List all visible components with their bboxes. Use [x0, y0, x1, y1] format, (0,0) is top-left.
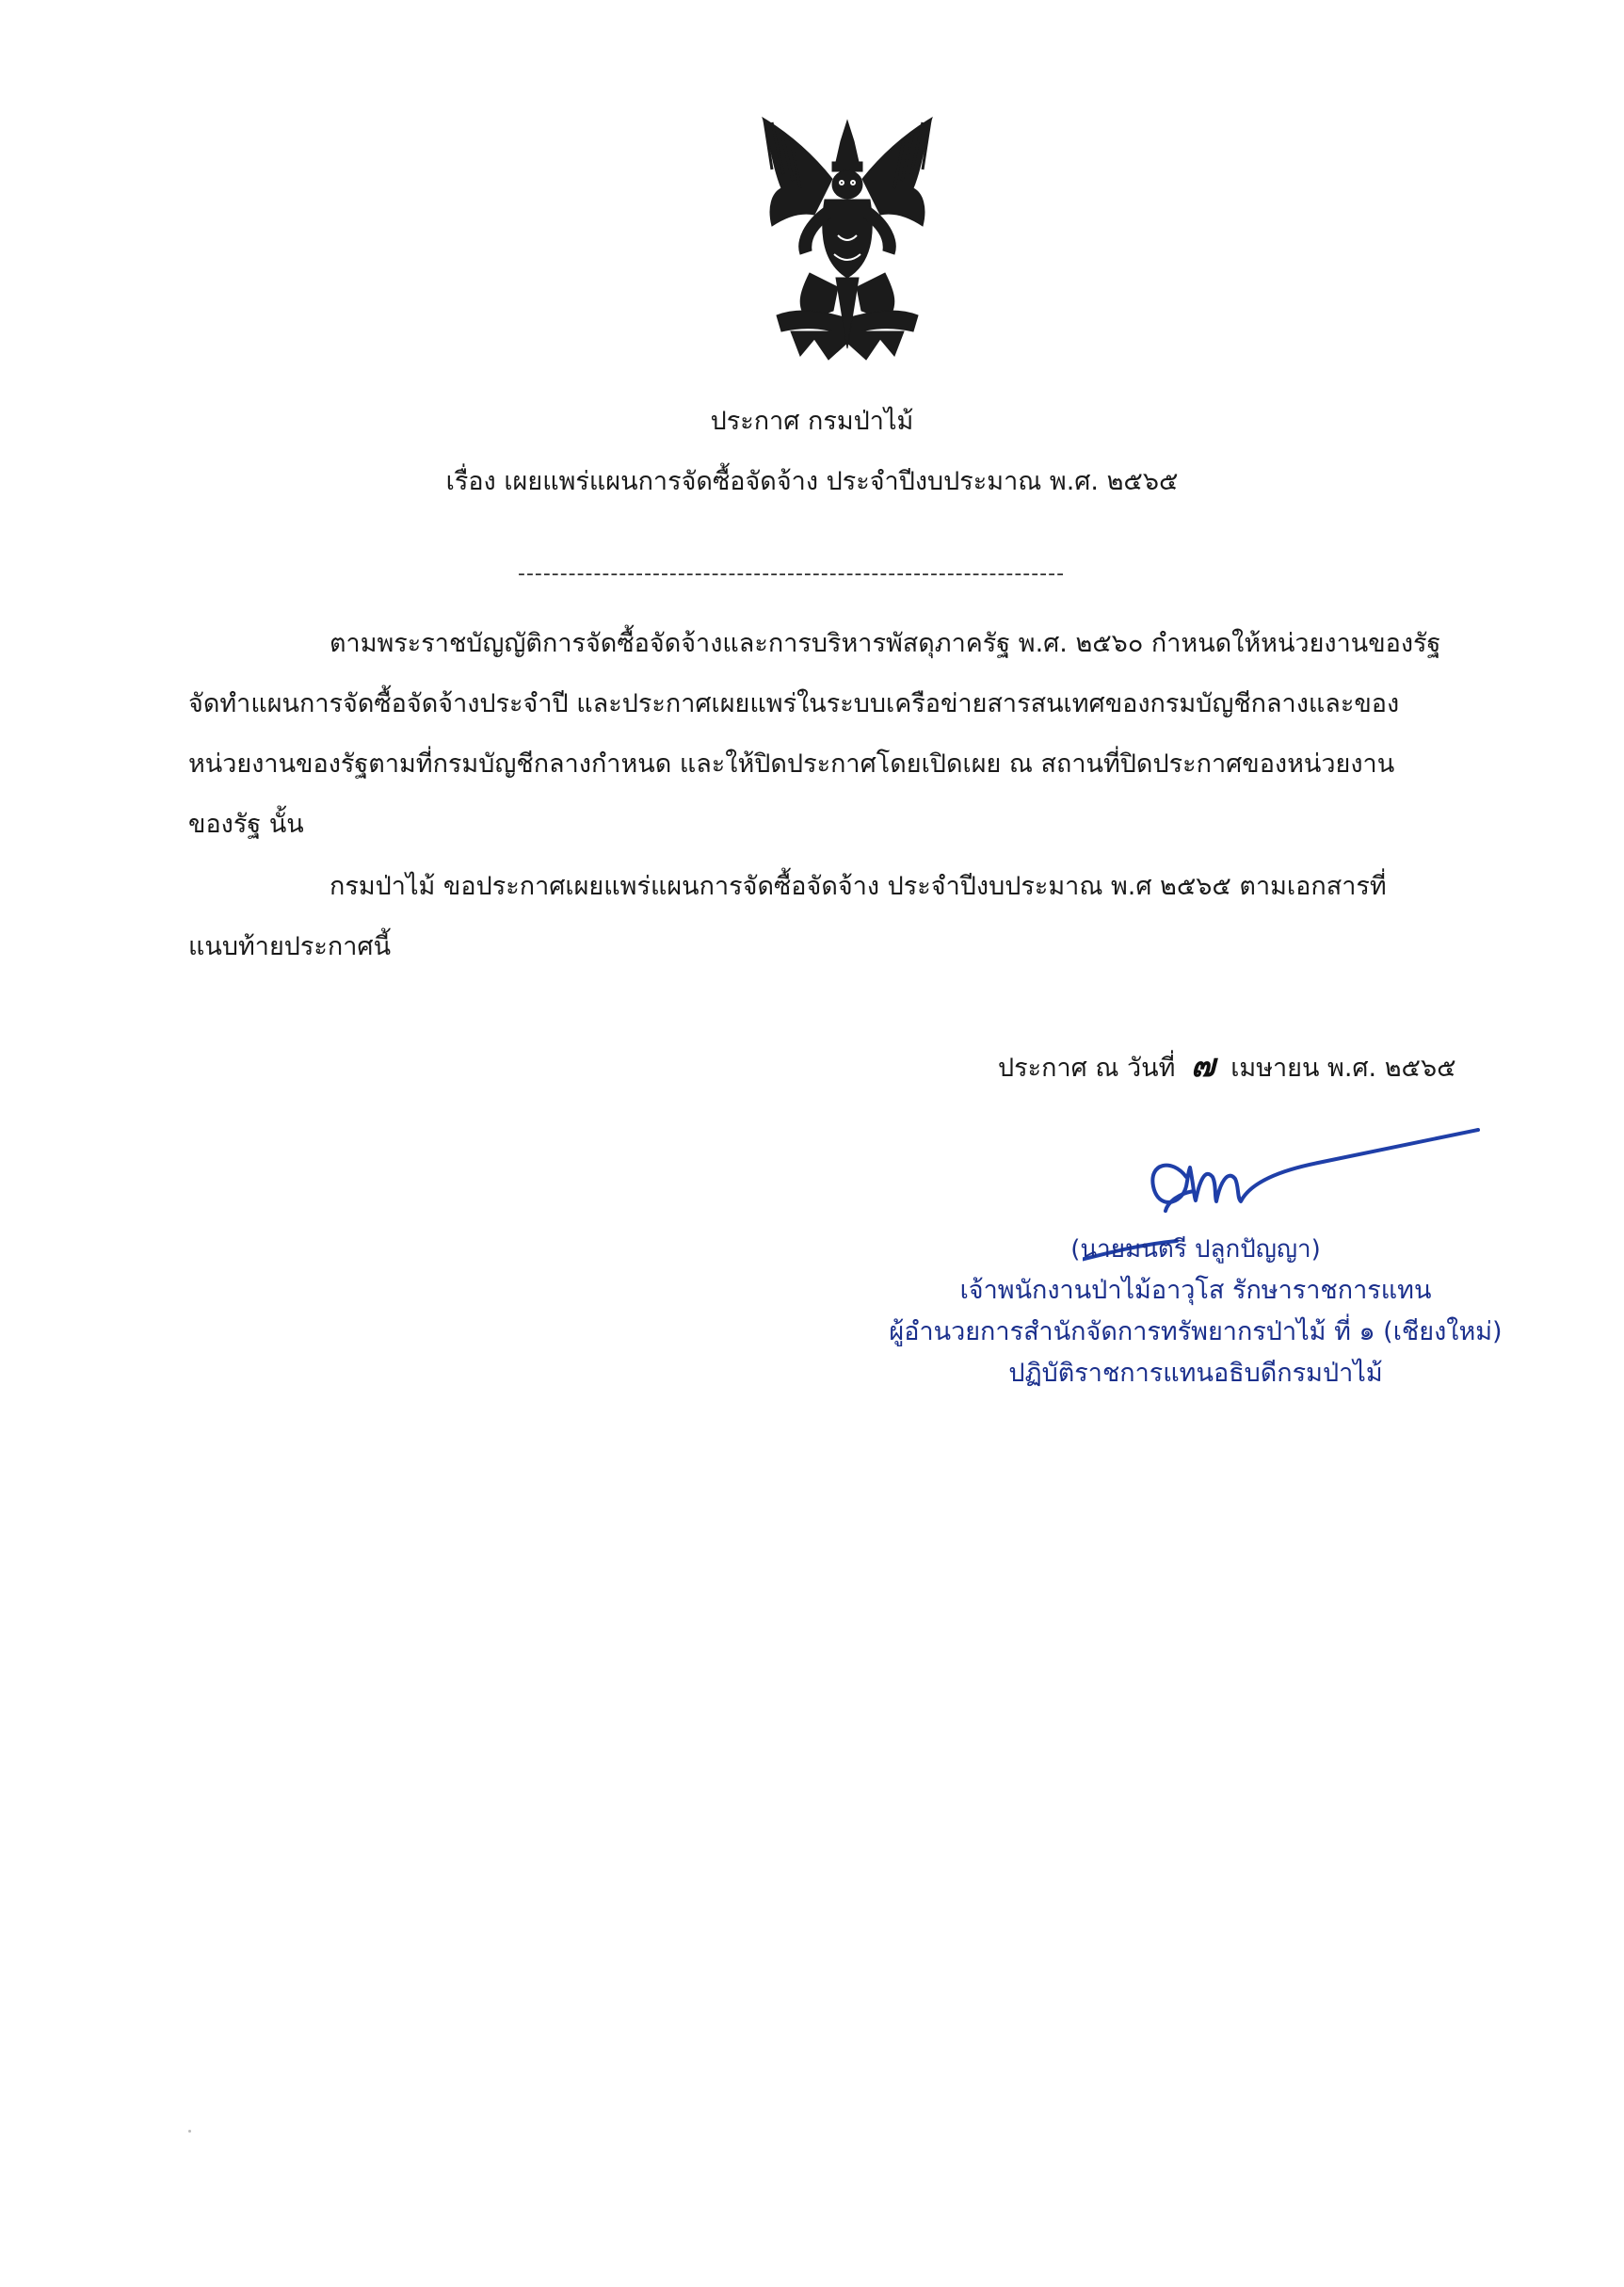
announcement-subject: เรื่อง เผยแพร่แผนการจัดซื้อจัดจ้าง ประจำปีงบประมาณ พ.ศ. ๒๕๖๕: [445, 467, 1179, 496]
date-prefix: ประกาศ ณ วันที่: [998, 1054, 1176, 1083]
signatory-position-3: ปฏิบัติราชการแทนอธิบดีกรมป่าไม้: [1008, 1359, 1383, 1388]
paragraph-line: ตามพระราชบัญญัติการจัดซื้อจัดจ้างและการบริหารพัสดุภาครัฐ พ.ศ. ๒๕๖๐ กำหนดให้หน่วยงานของรัฐ: [330, 629, 1441, 658]
date-day: ๗: [1191, 1047, 1215, 1085]
signatory-name: (นายมนตรี ปลูกปัญญา): [1070, 1235, 1321, 1264]
paragraph-line: กรมป่าไม้ ขอประกาศเผยแพร่แผนการจัดซื้อจัดจ้าง ประจำปีงบประมาณ พ.ศ ๒๕๖๕ ตามเอกสารที่: [330, 872, 1387, 901]
paragraph-1: [188, 614, 1525, 855]
announcement-title: ประกาศ กรมป่าไม้: [710, 407, 914, 436]
garuda-emblem-icon: [744, 113, 951, 367]
signatory-position-1: เจ้าพนักงานป่าไม้อาวุโส รักษาราชการแทน: [959, 1276, 1432, 1305]
paragraph-line: ของรัฐ นั้น: [188, 810, 304, 839]
signatory-block: [810, 1229, 1582, 1394]
date-suffix: เมษายน พ.ศ. ๒๕๖๕: [1230, 1054, 1456, 1083]
paragraph-line: จัดทำแผนการจัดซื้อจัดจ้างประจำปี และประกาศเผยแพร่ในระบบเครือข่ายสารสนเทศของกรมบัญชีกลางและของ: [188, 689, 1400, 718]
paragraph-line: แนบท้ายประกาศนี้: [188, 932, 392, 961]
paragraph-2: [188, 857, 1525, 977]
scan-speck: [188, 2130, 191, 2133]
paragraph-line: หน่วยงานของรัฐตามที่กรมบัญชีกลางกำหนด และให้ปิดประกาศโดยเปิดเผย ณ สถานที่ปิดประกาศของหน่วยงาน: [188, 749, 1395, 779]
announcement-date: [998, 1047, 1525, 1087]
dashed-divider: -----------------------------------------------------------------: [518, 562, 1066, 586]
signatory-position-2: ผู้อำนวยการสำนักจัดการทรัพยากรป่าไม้ ที่ ๑ (เชียงใหม่): [889, 1317, 1503, 1346]
